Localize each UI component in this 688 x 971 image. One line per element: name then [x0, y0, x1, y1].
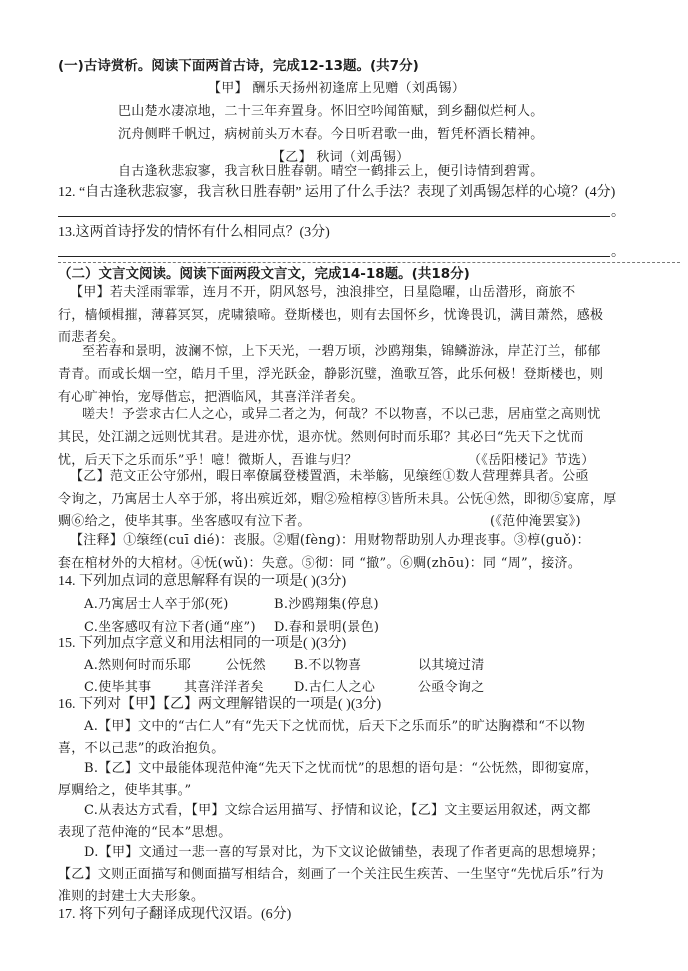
jia-p3-line1: 嗟夫！予尝求古仁人之心，或异二者之为，何哉？不以物喜，不以己悲，居庙堂之高则忧 — [82, 407, 601, 422]
question-16: 16. 下列对【甲】【乙】两文理解错误的一项是( )(3分) — [58, 697, 382, 712]
q14-option-c[interactable]: C.坐客感叹有泣下者(通“座”) — [84, 620, 256, 635]
section1-heading: (一)古诗赏析。阅读下面两首古诗，完成12-13题。(共7分) — [58, 58, 419, 74]
section-divider — [58, 262, 680, 263]
jia-source: （《岳阳楼记》节选） — [468, 453, 595, 468]
yi-line3: 赒⑥给之，使毕其事。坐客感叹有泣下者。 — [58, 514, 311, 529]
q16-option-d-line1[interactable]: D.【甲】文通过一悲一喜的写景对比，为下文议论做铺垫，表现了作者更高的思想境界； — [84, 845, 605, 860]
poem2-line1: 自古逢秋悲寂寥，我言秋日胜春朝。晴空一鹤排云上，便引诗情到碧霄。 — [118, 164, 544, 179]
jia-p3-line2: 其民，处江湖之远则忧其君。是进亦忧，退亦忧。然则何时而乐耶？其必曰“先天下之忧而 — [58, 430, 584, 445]
q16-option-b-line1[interactable]: B.【乙】文中最能体现范仲淹“先天下之忧而忧”的思想的语句是：“公怃然，即彻宴席， — [84, 761, 598, 776]
answer-line-13-period: 。 — [611, 244, 625, 260]
poem1-title: 【甲】 酬乐天扬州初逢席上见赠（刘禹锡） — [208, 81, 466, 96]
yi-line2: 令询之，乃寓居士人卒于邠，将出殡近郊，赗②殓棺椁③皆所未具。公怃④然，即彻⑤宴席，厚 — [58, 492, 617, 507]
question-15: 15. 下列加点字意义和用法相同的一项是( )(3分) — [58, 636, 347, 651]
answer-line-12[interactable] — [58, 216, 610, 217]
q14-option-d[interactable]: D.春和景明(景色) — [274, 620, 380, 635]
q15-option-b-second: 以其境过清 — [418, 658, 485, 673]
q15-option-c-first[interactable]: C.使毕其事 — [84, 680, 152, 695]
answer-line-12-period: 。 — [611, 204, 625, 220]
note-line2: 套在棺材外的大棺材。④怃(wǔ)：失意。⑤彻：同 “撤”。⑥赒(zhōu)：同 “周”，接济。 — [58, 556, 582, 571]
jia-p1-line2: 行，樯倾楫摧，薄暮冥冥，虎啸猿啼。登斯楼也，则有去国怀乡，忧谗畏讥，满目萧然，感极 — [58, 308, 604, 323]
note-line1: 【注释】①缞绖(cuī dié)：丧服。②赗(fèng)：用财物帮助别人办理丧事。③椁(guǒ)： — [70, 533, 590, 548]
question-12: 12. “自古逢秋悲寂寥，我言秋日胜春朝” 运用了什么手法？表现了刘禹锡怎样的心境？(4分) — [58, 185, 616, 200]
q16-option-c-line1[interactable]: C.从表达方式看，【甲】文综合运用描写、抒情和议论，【乙】文主要运用叙述，两文都 — [84, 803, 591, 818]
q16-option-c-line2: 表现了范仲淹的“民本”思想。 — [58, 825, 232, 840]
jia-p2-line1: 至若春和景明，波澜不惊，上下天光，一碧万顷，沙鸥翔集，锦鳞游泳，岸芷汀兰，郁郁 — [82, 344, 601, 359]
question-13: 13.这两首诗抒发的情怀有什么相同点？(3分) — [58, 225, 330, 240]
q15-option-a-first[interactable]: A.然则何时而乐耶 — [84, 658, 192, 673]
jia-p2-line2: 青青。而或长烟一空，皓月千里，浮光跃金，静影沉璧，渔歌互答，此乐何极！登斯楼也，则 — [58, 367, 604, 382]
q14-option-b[interactable]: B.沙鸥翔集(停息) — [274, 597, 379, 612]
jia-p3-line3: 忧，后天下之乐而乐”乎！噫！微斯人，吾谁与归？ — [58, 453, 358, 468]
q15-option-d-second: 公亟令询之 — [418, 680, 485, 695]
q15-option-a-second: 公怃然 — [226, 658, 266, 673]
poem1-line1: 巴山楚水凄凉地，二十三年弃置身。怀旧空吟闻笛赋，到乡翻似烂柯人。 — [118, 104, 544, 119]
q14-option-a[interactable]: A.乃寓居士人卒于邠(死) — [84, 597, 229, 612]
answer-line-13[interactable] — [58, 256, 610, 257]
poem2-title: 【乙】 秋词（刘禹锡） — [272, 150, 410, 165]
q15-option-d-first[interactable]: D.古仁人之心 — [294, 680, 376, 695]
q16-option-d-line2: 【乙】文则正面描写和侧面描写相结合，刻画了一个关注民生疾苦、一生坚守“先忧后乐”行为 — [58, 867, 604, 882]
q15-option-c-second: 其喜洋洋者矣 — [184, 680, 264, 695]
jia-p1-line3: 而悲者矣。 — [58, 330, 125, 345]
question-14: 14. 下列加点词的意思解释有误的一项是( )(3分) — [58, 574, 347, 589]
jia-p2-line3: 有心旷神怡，宠辱偕忘，把酒临风，其喜洋洋者矣。 — [58, 390, 364, 405]
section2-heading: （二）文言文阅读。阅读下面两段文言文，完成14-18题。(共18分) — [58, 266, 470, 282]
poem1-line2: 沉舟侧畔千帆过，病树前头万木春。今日听君歌一曲，暂凭杯酒长精神。 — [118, 127, 544, 142]
jia-p1-line1: 【甲】若夫淫雨霏霏，连月不开，阴风怒号，浊浪排空，日星隐曜，山岳潜形，商旅不 — [70, 285, 576, 300]
q16-option-b-line2: 厚赒给之，使毕其事。” — [58, 783, 192, 798]
q16-option-a-line2: 喜，不以己悲”的政治抱负。 — [58, 741, 225, 756]
q15-option-b-first[interactable]: B.不以物喜 — [294, 658, 362, 673]
q16-option-a-line1[interactable]: A.【甲】文中的“古仁人”有“先天下之忧而忧，后天下之乐而乐”的旷达胸襟和“不以物 — [84, 719, 586, 734]
yi-line1: 【乙】范文正公守邠州，暇日率僚属登楼置酒，未举觞，见缞绖①数人营理葬具者。公亟 — [70, 469, 589, 484]
yi-source: (《范仲淹罢宴》) — [490, 514, 581, 529]
q16-option-d-line3: 准则的封建士大夫形象。 — [58, 889, 205, 904]
question-17: 17. 将下列句子翻译成现代汉语。(6分) — [58, 907, 292, 922]
